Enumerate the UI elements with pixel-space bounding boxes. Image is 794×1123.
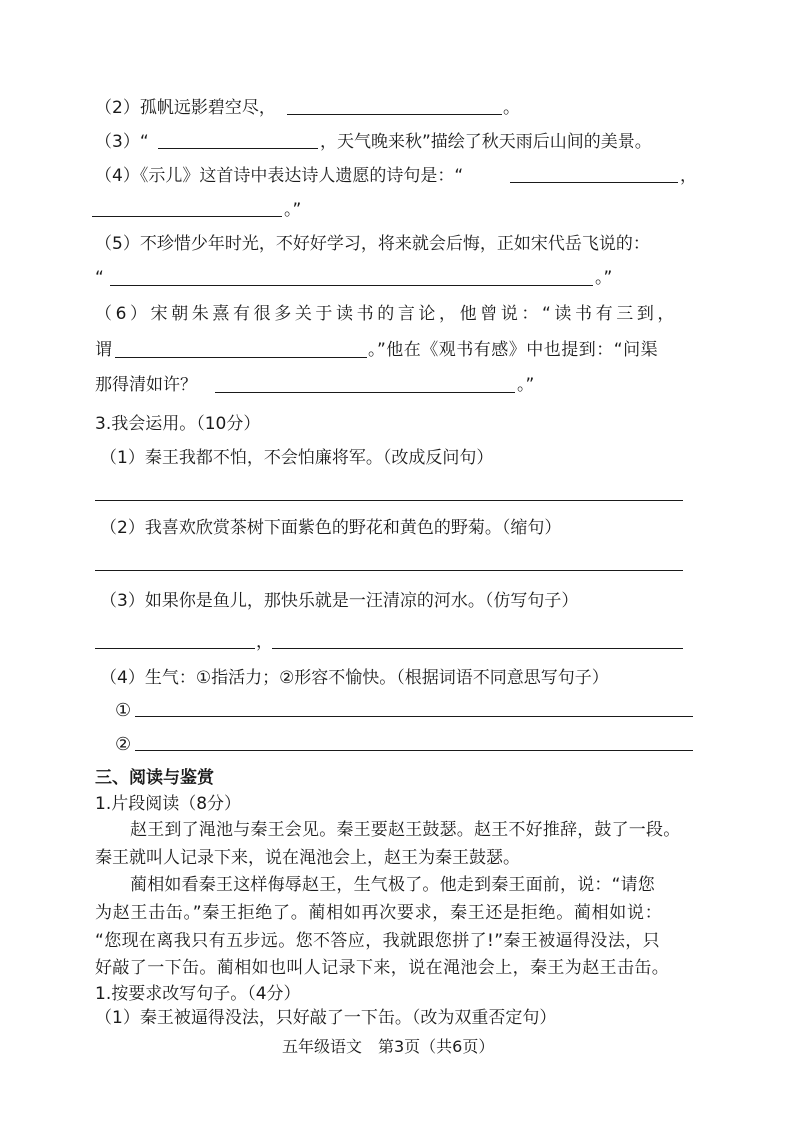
passage-p2-line-2: 为赵王击缶。”秦王拒绝了。蔺相如再次要求，秦王还是拒绝。蔺相如说： bbox=[95, 903, 663, 923]
q2-3-blank[interactable] bbox=[158, 148, 318, 149]
q3-heading: 3.我会运用。（10分） bbox=[95, 414, 261, 434]
q2-4-comma: ， bbox=[680, 166, 697, 186]
q2-3-suffix: ，天气晚来秋”描绘了秋天雨后山间的美景。 bbox=[320, 132, 652, 152]
q3-3-text: 如果你是鱼儿，那快乐就是一汪清凉的河水。（仿写句子） bbox=[144, 591, 579, 611]
q3-1-line bbox=[100, 446, 493, 470]
q2-4-blank-1[interactable] bbox=[510, 182, 678, 183]
q2-3-line bbox=[95, 130, 149, 154]
passage-subheading: 1.片段阅读（8分） bbox=[95, 794, 242, 814]
page-footer: 五年级语文 第3页（共6页） bbox=[282, 1037, 495, 1056]
q3-3-answer-line-2[interactable] bbox=[272, 648, 683, 649]
passage-p2-line-3: “您现在离我只有五步远。您不答应，我就跟您拼了!”秦王被逼得没法，只 bbox=[95, 931, 661, 951]
q2-5-close: 。” bbox=[595, 268, 613, 288]
q2-5-number: （5） bbox=[95, 234, 140, 254]
q2-2-prefix: 孤帆远影碧空尽， bbox=[139, 98, 276, 118]
q3-2-text: 我喜欢欣赏茶树下面紫色的野花和黄色的野菊。（缩句） bbox=[144, 518, 562, 538]
q3-1-number: （1） bbox=[100, 448, 145, 468]
passage-p2-line-4: 好敲了一下缶。蔺相如也叫人记录下来，说在渑池会上，秦王为赵王击缶。 bbox=[95, 958, 670, 978]
q2-6-prefix-3: 那得清如许？ bbox=[95, 375, 197, 395]
q2-6-prefix-2: 谓 bbox=[95, 340, 112, 360]
q2-6-blank-1[interactable] bbox=[115, 357, 367, 358]
q2-6-number: （6） bbox=[95, 304, 151, 324]
passage-p1-line-1: 赵王到了渑池与秦王会见。秦王要赵王鼓瑟。赵王不好推辞，鼓了一段。 bbox=[130, 820, 681, 840]
q3-4-answer-line-2[interactable] bbox=[135, 750, 693, 751]
task-heading: 1.按要求改写句子。（4分） bbox=[95, 984, 301, 1004]
q2-6-line bbox=[95, 302, 678, 326]
q2-4-close: 。” bbox=[284, 200, 302, 220]
q2-5-open-quote: “ bbox=[95, 268, 104, 288]
q2-2-line bbox=[95, 96, 276, 120]
q2-2-blank[interactable] bbox=[287, 114, 502, 115]
q2-4-prefix: 《示儿》这首诗中表达诗人遗愿的诗句是：“ bbox=[139, 166, 464, 186]
q3-4-text: 生气：①指活力；②形容不愉快。（根据词语不同意思写句子） bbox=[144, 668, 609, 688]
passage-p1-line-2: 秦王就叫人记录下来，说在渑池会上，赵王为秦王鼓瑟。 bbox=[95, 848, 520, 868]
q2-4-blank-2[interactable] bbox=[92, 216, 282, 217]
q2-6-blank-2[interactable] bbox=[215, 392, 515, 393]
q3-3-answer-line-1[interactable] bbox=[95, 648, 255, 649]
q2-2-number: （2） bbox=[95, 98, 140, 118]
q3-4-mark-1: ① bbox=[115, 700, 132, 721]
q3-3-comma: ， bbox=[256, 632, 273, 652]
q2-6-close: 。” bbox=[517, 375, 535, 395]
q3-1-answer-line[interactable] bbox=[95, 500, 683, 501]
q2-5-line bbox=[95, 232, 650, 256]
q2-6-text: 宋朝朱熹有很多关于读书的言论，他曾说：“读书有三到， bbox=[150, 304, 679, 324]
q3-3-line bbox=[100, 589, 578, 613]
q2-3-number: （3） bbox=[95, 132, 140, 152]
q3-1-text: 秦王我都不怕，不会怕廉将军。（改成反问句） bbox=[144, 448, 494, 468]
q3-2-answer-line[interactable] bbox=[95, 570, 683, 571]
q2-2-suffix: 。 bbox=[503, 98, 520, 118]
task-1: （1）秦王被逼得没法，只好敲了一下缶。（改为双重否定句） bbox=[95, 1008, 557, 1028]
q2-5-text: 不珍惜少年时光，不好好学习，将来就会后悔，正如宋代岳飞说的： bbox=[139, 234, 650, 254]
q3-4-mark-2: ② bbox=[115, 734, 132, 755]
q2-4-number: （4） bbox=[95, 166, 140, 186]
q3-4-answer-line-1[interactable] bbox=[135, 716, 693, 717]
q2-3-open-quote: “ bbox=[139, 132, 149, 152]
q2-5-blank[interactable] bbox=[110, 285, 593, 286]
q3-4-number: （4） bbox=[100, 668, 145, 688]
q3-2-line bbox=[100, 516, 561, 540]
passage-p2-line-1: 蔺相如看秦王这样侮辱赵王，生气极了。他走到秦王面前，说：“请您 bbox=[130, 875, 656, 895]
q2-4-line bbox=[95, 164, 463, 188]
q2-6-mid: 。”他在《观书有感》中也提到：“问渠 bbox=[368, 340, 659, 360]
q3-3-number: （3） bbox=[100, 591, 145, 611]
q3-4-line bbox=[100, 666, 609, 690]
q3-2-number: （2） bbox=[100, 518, 145, 538]
section-title: 三、阅读与鉴赏 bbox=[95, 768, 214, 788]
